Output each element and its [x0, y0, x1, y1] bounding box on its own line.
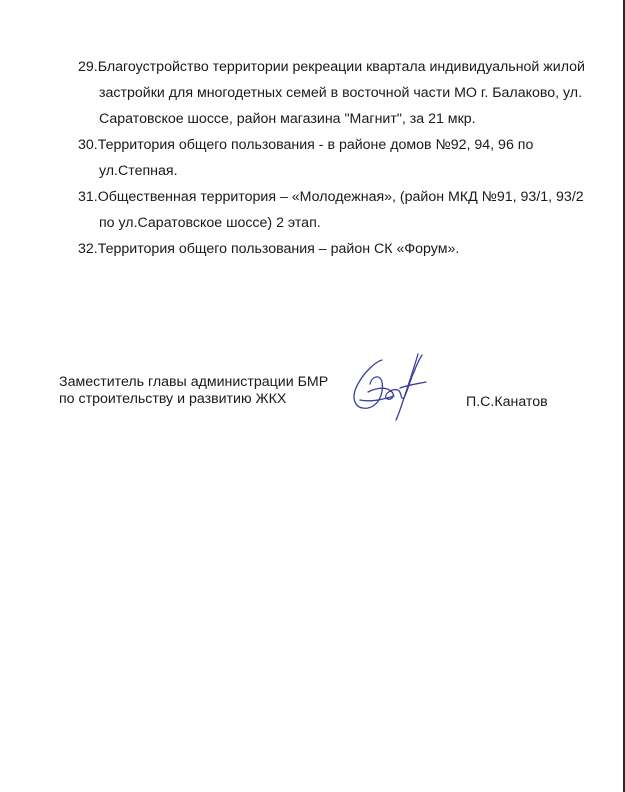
list-item	[78, 54, 598, 132]
item-text: Территория общего пользования – район СК «Форум».	[97, 241, 460, 257]
handwritten-signature	[342, 352, 434, 422]
item-number: 31.	[78, 189, 98, 205]
position-line-2: по строительству и развитию ЖКХ	[59, 391, 287, 407]
signatory-position	[59, 374, 328, 408]
item-number: 32.	[78, 241, 98, 257]
item-text: Территория общего пользования - в районе домов №92, 94, 96 по ул.Степная.	[97, 137, 534, 179]
item-text: Общественная территория – «Молодежная», (район МКД №91, 93/1, 93/2 по ул.Саратовское шоссе) 2 этап.	[97, 189, 584, 231]
list-item	[78, 184, 598, 236]
position-line-1: Заместитель главы администрации БМР	[59, 374, 329, 390]
item-text: Благоустройство территории рекреации квартала индивидуальной жилой застройки для многодетных семей в восточной части МО г. Балаково, ул. Саратовское шоссе, район магазина "Магнит", за 21 мкр.	[97, 59, 585, 127]
list-item	[78, 132, 598, 184]
item-number: 29.	[78, 59, 98, 75]
item-number: 30.	[78, 137, 98, 153]
list-item	[78, 236, 598, 262]
signatory-name: П.С.Канатов	[466, 394, 548, 410]
territory-list	[78, 54, 598, 262]
